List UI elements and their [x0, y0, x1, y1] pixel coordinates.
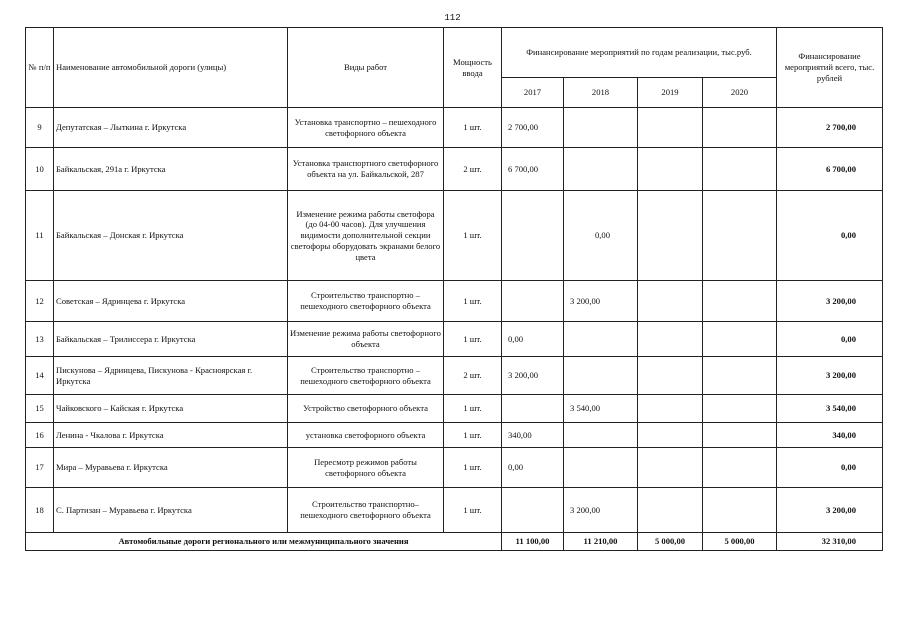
row-2018 — [564, 108, 638, 148]
row-work: Пересмотр режимов работы светофорного объекта — [288, 448, 444, 488]
row-road: С. Партизан – Муравьева г. Иркутска — [54, 488, 288, 533]
row-total: 3 540,00 — [777, 395, 883, 423]
row-work: установка светофорного объекта — [288, 423, 444, 448]
row-2019 — [638, 108, 703, 148]
row-work: Установка транспортного светофорного объекта на ул. Байкальской, 287 — [288, 148, 444, 191]
row-2017 — [502, 191, 564, 281]
row-road: Депутатская – Лыткина г. Иркутска — [54, 108, 288, 148]
table-row — [26, 448, 883, 488]
row-total: 3 200,00 — [777, 357, 883, 395]
table-row — [26, 488, 883, 533]
header-financing-by-year: Финансирование мероприятий по годам реализации, тыс.руб. — [502, 28, 777, 78]
row-road: Ленина - Чкалова г. Иркутска — [54, 423, 288, 448]
row-2019 — [638, 191, 703, 281]
row-2019 — [638, 423, 703, 448]
header-work: Виды работ — [288, 28, 444, 108]
row-num: 10 — [26, 148, 54, 191]
row-num: 14 — [26, 357, 54, 395]
row-total: 340,00 — [777, 423, 883, 448]
row-2020 — [703, 395, 777, 423]
row-2017: 340,00 — [502, 423, 564, 448]
row-num: 17 — [26, 448, 54, 488]
table-row — [26, 357, 883, 395]
table-row — [26, 148, 883, 191]
row-2019 — [638, 395, 703, 423]
row-2018 — [564, 148, 638, 191]
row-2019 — [638, 357, 703, 395]
row-2017 — [502, 488, 564, 533]
financing-table — [25, 27, 883, 551]
row-2020 — [703, 148, 777, 191]
header-year-2017: 2017 — [502, 78, 564, 108]
row-2017: 3 200,00 — [502, 357, 564, 395]
row-2017: 6 700,00 — [502, 148, 564, 191]
row-capacity: 1 шт. — [444, 191, 502, 281]
row-road: Пискунова – Ядринцева, Пискунова - Красноярская г. Иркутска — [54, 357, 288, 395]
header-year-2019: 2019 — [638, 78, 703, 108]
row-total: 2 700,00 — [777, 108, 883, 148]
header-road: Наименование автомобильной дороги (улицы) — [54, 28, 288, 108]
row-2017: 2 700,00 — [502, 108, 564, 148]
row-2019 — [638, 488, 703, 533]
row-2018: 3 540,00 — [564, 395, 638, 423]
row-road: Советская – Ядринцева г. Иркутска — [54, 281, 288, 322]
totals-row — [26, 533, 883, 551]
table-row — [26, 191, 883, 281]
row-2020 — [703, 423, 777, 448]
row-total: 3 200,00 — [777, 281, 883, 322]
row-capacity: 1 шт. — [444, 108, 502, 148]
row-capacity: 1 шт. — [444, 281, 502, 322]
table-row — [26, 423, 883, 448]
row-2020 — [703, 448, 777, 488]
totals-label: Автомобильные дороги регионального или межмуниципального значения — [26, 533, 502, 551]
row-2019 — [638, 281, 703, 322]
totals-grand: 32 310,00 — [777, 533, 883, 551]
row-total: 3 200,00 — [777, 488, 883, 533]
row-capacity: 1 шт. — [444, 488, 502, 533]
row-2017: 0,00 — [502, 448, 564, 488]
table-row — [26, 322, 883, 357]
totals-2017: 11 100,00 — [502, 533, 564, 551]
totals-2018: 11 210,00 — [564, 533, 638, 551]
totals-2019: 5 000,00 — [638, 533, 703, 551]
row-2018 — [564, 448, 638, 488]
row-2017 — [502, 281, 564, 322]
row-total: 0,00 — [777, 191, 883, 281]
page-number: 112 — [444, 13, 461, 23]
row-work: Строительство транспортно – пешеходного светофорного объекта — [288, 357, 444, 395]
header-financing-total: Финансирование мероприятий всего, тыс. рублей — [777, 28, 883, 108]
table-row — [26, 395, 883, 423]
row-capacity: 2 шт. — [444, 357, 502, 395]
row-2017: 0,00 — [502, 322, 564, 357]
totals-2020: 5 000,00 — [703, 533, 777, 551]
row-num: 12 — [26, 281, 54, 322]
row-2020 — [703, 281, 777, 322]
row-total: 0,00 — [777, 322, 883, 357]
row-num: 13 — [26, 322, 54, 357]
row-2018: 0,00 — [564, 191, 638, 281]
row-2019 — [638, 448, 703, 488]
row-road: Байкальская – Донская г. Иркутска — [54, 191, 288, 281]
row-work: Строительство транспортно – пешеходного светофорного объекта — [288, 281, 444, 322]
header-year-2020: 2020 — [703, 78, 777, 108]
row-2018 — [564, 357, 638, 395]
row-2020 — [703, 488, 777, 533]
row-capacity: 2 шт. — [444, 148, 502, 191]
row-road: Байкальская – Трилиссера г. Иркутска — [54, 322, 288, 357]
row-num: 9 — [26, 108, 54, 148]
row-num: 16 — [26, 423, 54, 448]
header-year-2018: 2018 — [564, 78, 638, 108]
row-2018 — [564, 322, 638, 357]
row-num: 11 — [26, 191, 54, 281]
row-work: Строительство транспортно–пешеходного светофорного объекта — [288, 488, 444, 533]
row-work: Устройство светофорного объекта — [288, 395, 444, 423]
row-num: 18 — [26, 488, 54, 533]
row-2018: 3 200,00 — [564, 281, 638, 322]
table-row — [26, 281, 883, 322]
row-num: 15 — [26, 395, 54, 423]
header-num: № п/п — [26, 28, 54, 108]
row-total: 6 700,00 — [777, 148, 883, 191]
row-capacity: 1 шт. — [444, 322, 502, 357]
row-capacity: 1 шт. — [444, 395, 502, 423]
row-total: 0,00 — [777, 448, 883, 488]
row-2019 — [638, 148, 703, 191]
row-2017 — [502, 395, 564, 423]
row-work: Установка транспортно – пешеходного светофорного объекта — [288, 108, 444, 148]
table-row — [26, 108, 883, 148]
row-road: Мира – Муравьева г. Иркутска — [54, 448, 288, 488]
row-capacity: 1 шт. — [444, 423, 502, 448]
row-2020 — [703, 322, 777, 357]
row-2018 — [564, 423, 638, 448]
row-capacity: 1 шт. — [444, 448, 502, 488]
row-2019 — [638, 322, 703, 357]
header-capacity: Мощность ввода — [444, 28, 502, 108]
row-2020 — [703, 191, 777, 281]
row-work: Изменение режима работы светофора (до 04-00 часов). Для улучшения видимости дополнительной секции светофоры оборудовать экранами белого цвета — [288, 191, 444, 281]
row-work: Изменение режима работы светофорного объекта — [288, 322, 444, 357]
row-2018: 3 200,00 — [564, 488, 638, 533]
row-2020 — [703, 357, 777, 395]
row-road: Байкальская, 291а г. Иркутска — [54, 148, 288, 191]
row-road: Чайковского – Кайская г. Иркутска — [54, 395, 288, 423]
row-2020 — [703, 108, 777, 148]
